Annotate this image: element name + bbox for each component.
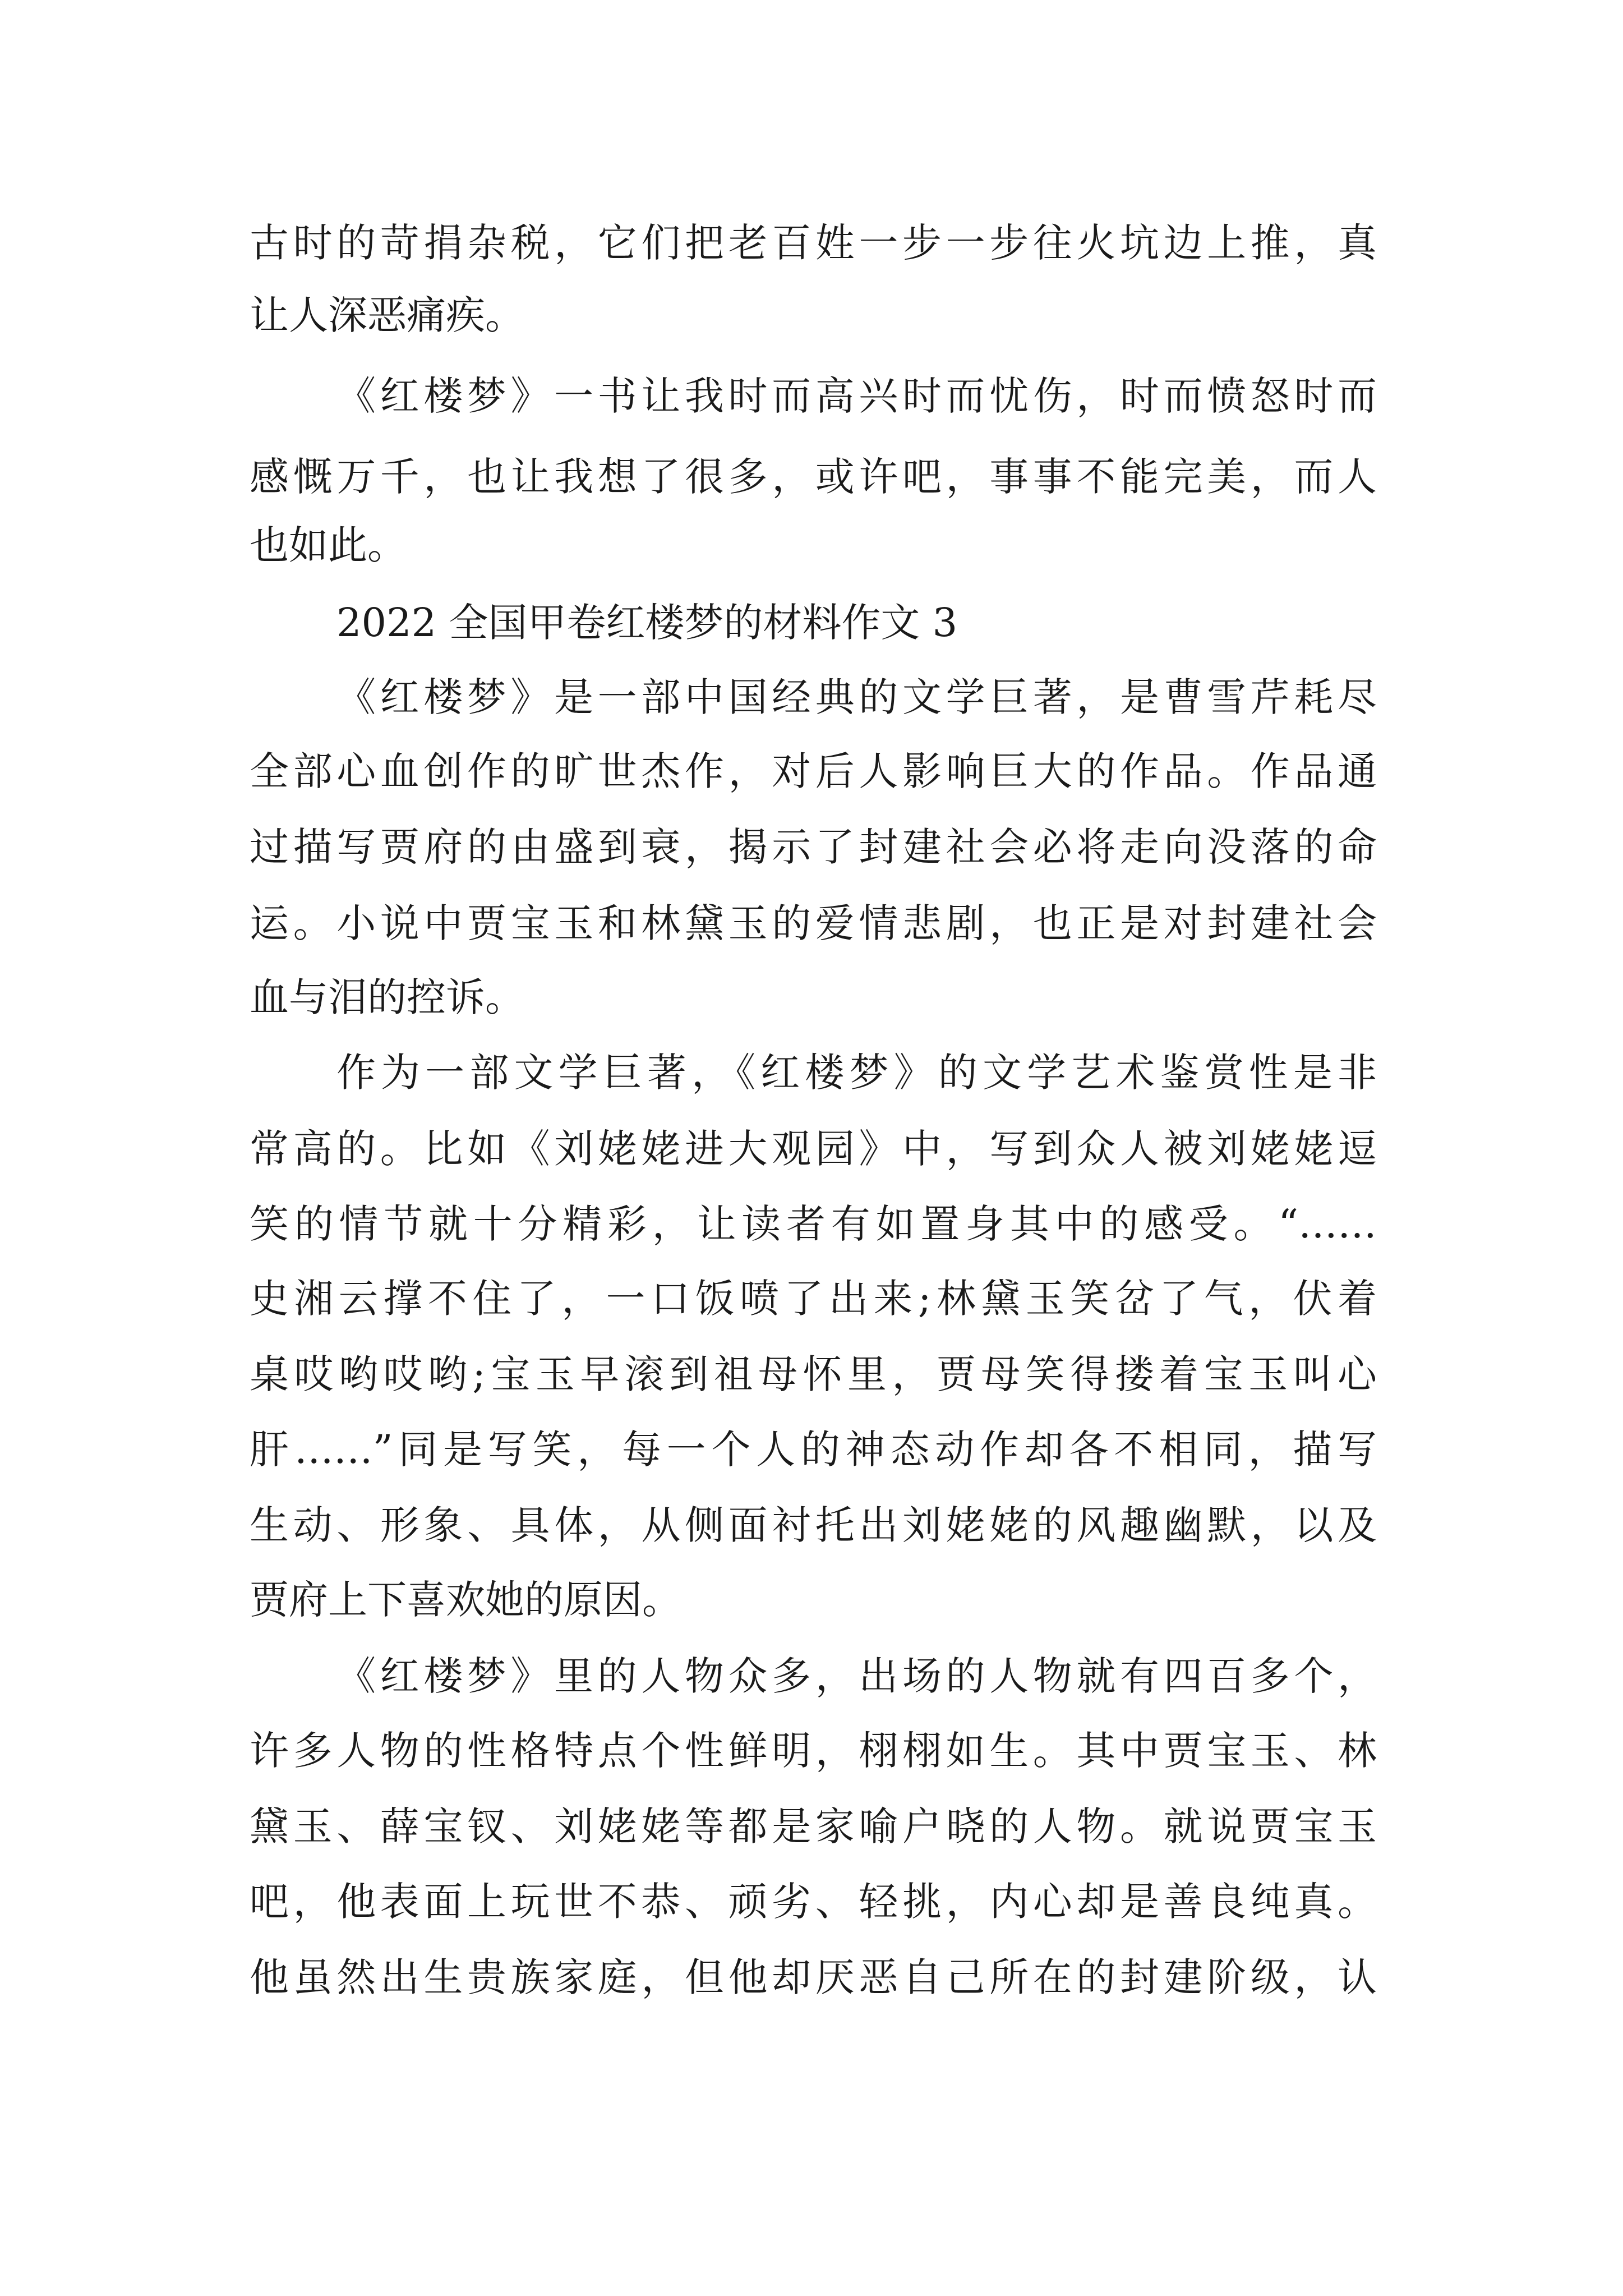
text-line: 过描写贾府的由盛到衰，揭示了封建社会必将走向没落的命 xyxy=(250,824,1377,870)
text-line: 肝……”同是写笑，每一个人的神态动作却各不相同，描写 xyxy=(250,1427,1377,1473)
text-line: 笑的情节就十分精彩，让读者有如置身其中的感受。“…… xyxy=(250,1201,1377,1247)
text-line: 许多人物的性格特点个性鲜明，栩栩如生。其中贾宝玉、林 xyxy=(250,1728,1377,1774)
text-line: 他虽然出生贵族家庭，但他却厌恶自己所在的封建阶级，认 xyxy=(250,1954,1377,2000)
text-line: 《红楼梦》是一部中国经典的文学巨著，是曹雪芹耗尽 xyxy=(336,674,1377,720)
text-line: 桌哎哟哎哟;宝玉早滚到祖母怀里，贾母笑得搂着宝玉叫心 xyxy=(250,1351,1377,1397)
text-line: 古时的苛捐杂税，它们把老百姓一步一步往火坑边上推，真 xyxy=(250,220,1377,266)
text-line: 血与泪的控诉。 xyxy=(250,974,524,1020)
text-line: 作为一部文学巨著，《红楼梦》的文学艺术鉴赏性是非 xyxy=(336,1050,1377,1096)
text-line: 也如此。 xyxy=(250,522,407,568)
text-line: 史湘云撑不住了，一口饭喷了出来;林黛玉笑岔了气，伏着 xyxy=(250,1276,1377,1322)
text-line: 全部心血创作的旷世杰作，对后人影响巨大的作品。作品通 xyxy=(250,748,1377,794)
text-line: 贾府上下喜欢她的原因。 xyxy=(250,1577,681,1623)
text-line: 运。小说中贾宝玉和林黛玉的爱情悲剧，也正是对封建社会 xyxy=(250,900,1377,946)
text-line: 让人深恶痛疾。 xyxy=(250,292,524,338)
section-heading: 2022 全国甲卷红楼梦的材料作文 3 xyxy=(336,600,958,646)
text-line: 常高的。比如《刘姥姥进大观园》中，写到众人被刘姥姥逗 xyxy=(250,1126,1377,1172)
text-line: 生动、形象、具体，从侧面衬托出刘姥姥的风趣幽默，以及 xyxy=(250,1502,1377,1548)
text-line: 《红楼梦》里的人物众多，出场的人物就有四百多个， xyxy=(336,1653,1377,1699)
text-line: 吧，他表面上玩世不恭、顽劣、轻挑，内心却是善良纯真。 xyxy=(250,1879,1377,1925)
text-line: 感慨万千，也让我想了很多，或许吧，事事不能完美，而人 xyxy=(250,454,1377,500)
text-line: 《红楼梦》一书让我时而高兴时而忧伤，时而愤怒时而 xyxy=(336,373,1377,419)
text-line: 黛玉、薛宝钗、刘姥姥等都是家喻户晓的人物。就说贾宝玉 xyxy=(250,1803,1377,1849)
